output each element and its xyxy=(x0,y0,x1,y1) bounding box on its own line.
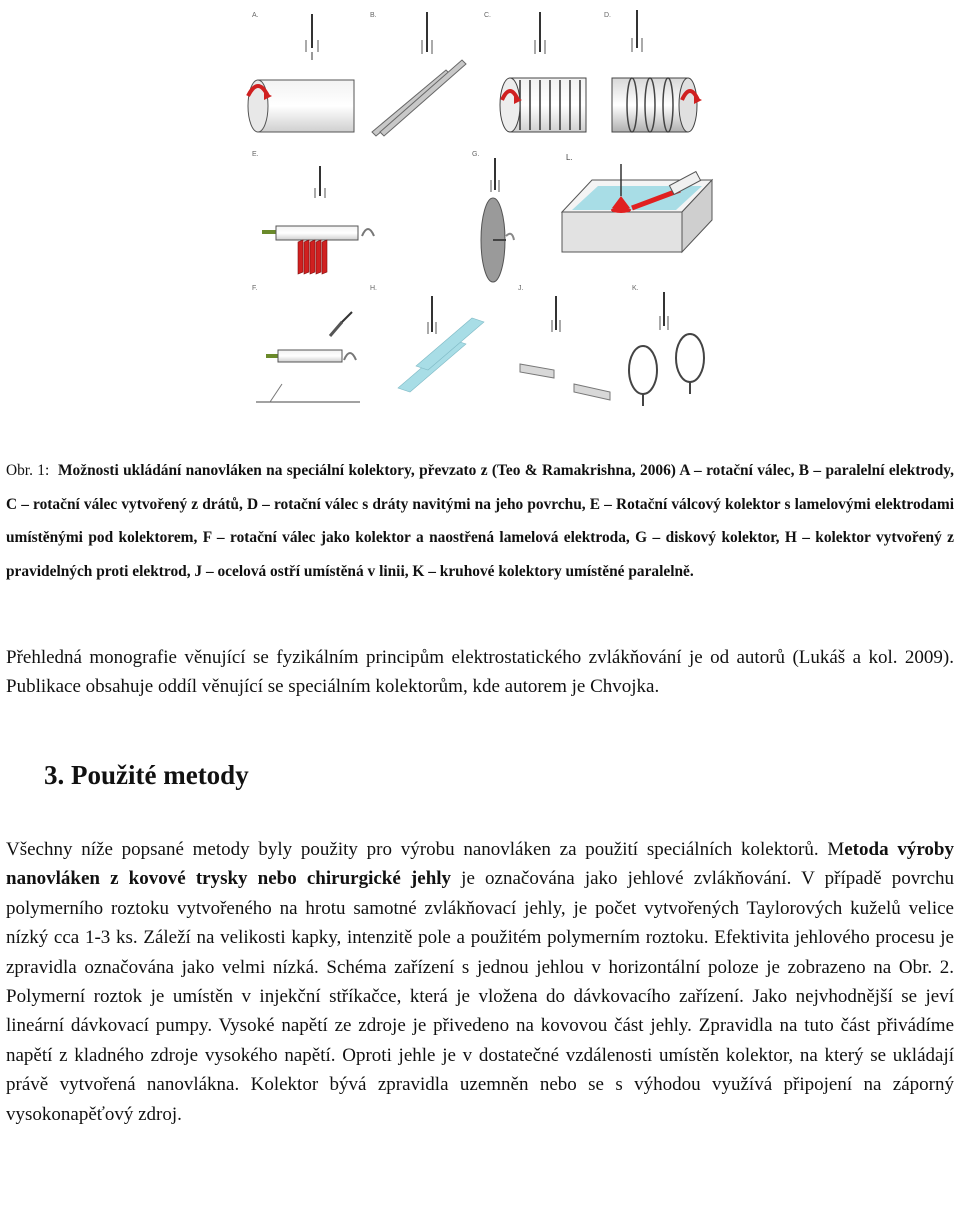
paragraph-monograph: Přehledná monografie věnující se fyzikálním principům elektrostatického zvlákňování je od autorů (Lukáš a kol. 2009). Publikace obsahuje oddíl věnující se speciálním kolektorům, kde autorem je Chvojka. xyxy=(6,647,954,698)
panel-label-c: C. xyxy=(484,12,491,19)
paragraph-methods xyxy=(6,835,954,1129)
panel-f xyxy=(252,285,360,402)
panel-label-l: L. xyxy=(566,153,573,162)
panel-label-b: B. xyxy=(370,12,377,19)
caption-text: Možnosti ukládání nanovláken na speciální kolektory, převzato z (Teo & Ramakrishna, 2006) A – rotační válec, B – paralelní elektrody, C – rotační válec vytvořený z drátů, D – rotační válec s dráty navitými na jeho povrchu, E – Rotační válcový kolektor s lamelovými elektrodami umístěnými pod kolektorem, F – rotační válec jako kolektor a naostřená lamelová elektroda, G – diskový kolektor, H – kolektor vytvořený z pravidelných proti elektrod, J – ocelová ostří umístěná v linii, K – kruhové kolektory umístěné paralelně. xyxy=(6,462,954,580)
panel-b xyxy=(370,12,466,136)
panel-c xyxy=(484,12,586,132)
panel-label-f: F. xyxy=(252,285,258,292)
panel-label-j: J. xyxy=(518,285,524,292)
figure-caption xyxy=(6,454,954,588)
panel-a xyxy=(248,12,354,132)
panel-e xyxy=(252,151,374,274)
panel-j xyxy=(518,285,610,400)
section-heading: 3. Použité metody xyxy=(44,760,249,790)
panel-g xyxy=(472,151,514,282)
caption-label: Obr. 1: xyxy=(6,462,50,479)
needle-icon xyxy=(306,14,318,60)
panel-h xyxy=(370,285,484,392)
methods-text-part1: Všechny níže popsané metody byly použity pro výrobu nanovláken za použití speciálních kolektorů. M xyxy=(6,839,845,860)
panel-label-k: K. xyxy=(632,285,639,292)
figure-collectors xyxy=(240,0,720,440)
methods-text-bold: etoda výroby nanovláken z kovové trysky nebo chirurgické jehly xyxy=(6,839,954,890)
panel-l xyxy=(562,153,712,252)
panel-label-g: G. xyxy=(472,151,480,158)
panel-d xyxy=(604,10,702,132)
panel-k xyxy=(629,285,704,406)
panel-label-e: E. xyxy=(252,151,259,158)
methods-text-part2: je označována jako jehlové zvlákňování. V případě povrchu polymerního roztoku vytvořeného na hrotu samotné zvlákňovací jehly, je počet vytvořených Taylorových kuželů velice nízký cca 1-3 ks. Záleží na velikosti kapky, intenzitě pole a použitém polymerním roztoku. Efektivita jehlového procesu je zpravidla označována jako velmi nízká. Schéma zařízení s jednou jehlou v horizontální poloze je zobrazeno na Obr. 2. Polymerní roztok je umístěn v injekční stříkačce, která je vložena do dávkovacího zařízení. Jako nejvhodnější se jeví lineární dávkovací pumpy. Vysoké napětí ze zdroje je přivedeno na kovovou část jehly. Zpravidla na tuto část přivádíme napětí z kladného zdroje vysokého napětí. Oproti jehle je v dostatečné vzdálenosti umístěn kolektor, na který se ukládají právě vytvořená nanovlákna. Kolektor bývá zpravidla uzemněn nebo se s výhodou využívá připojení na záporný vysokonapěťový zdroj. xyxy=(6,868,955,1125)
panel-label-d: D. xyxy=(604,12,611,19)
panel-label-h: H. xyxy=(370,285,377,292)
panel-label-a: A. xyxy=(252,12,259,19)
